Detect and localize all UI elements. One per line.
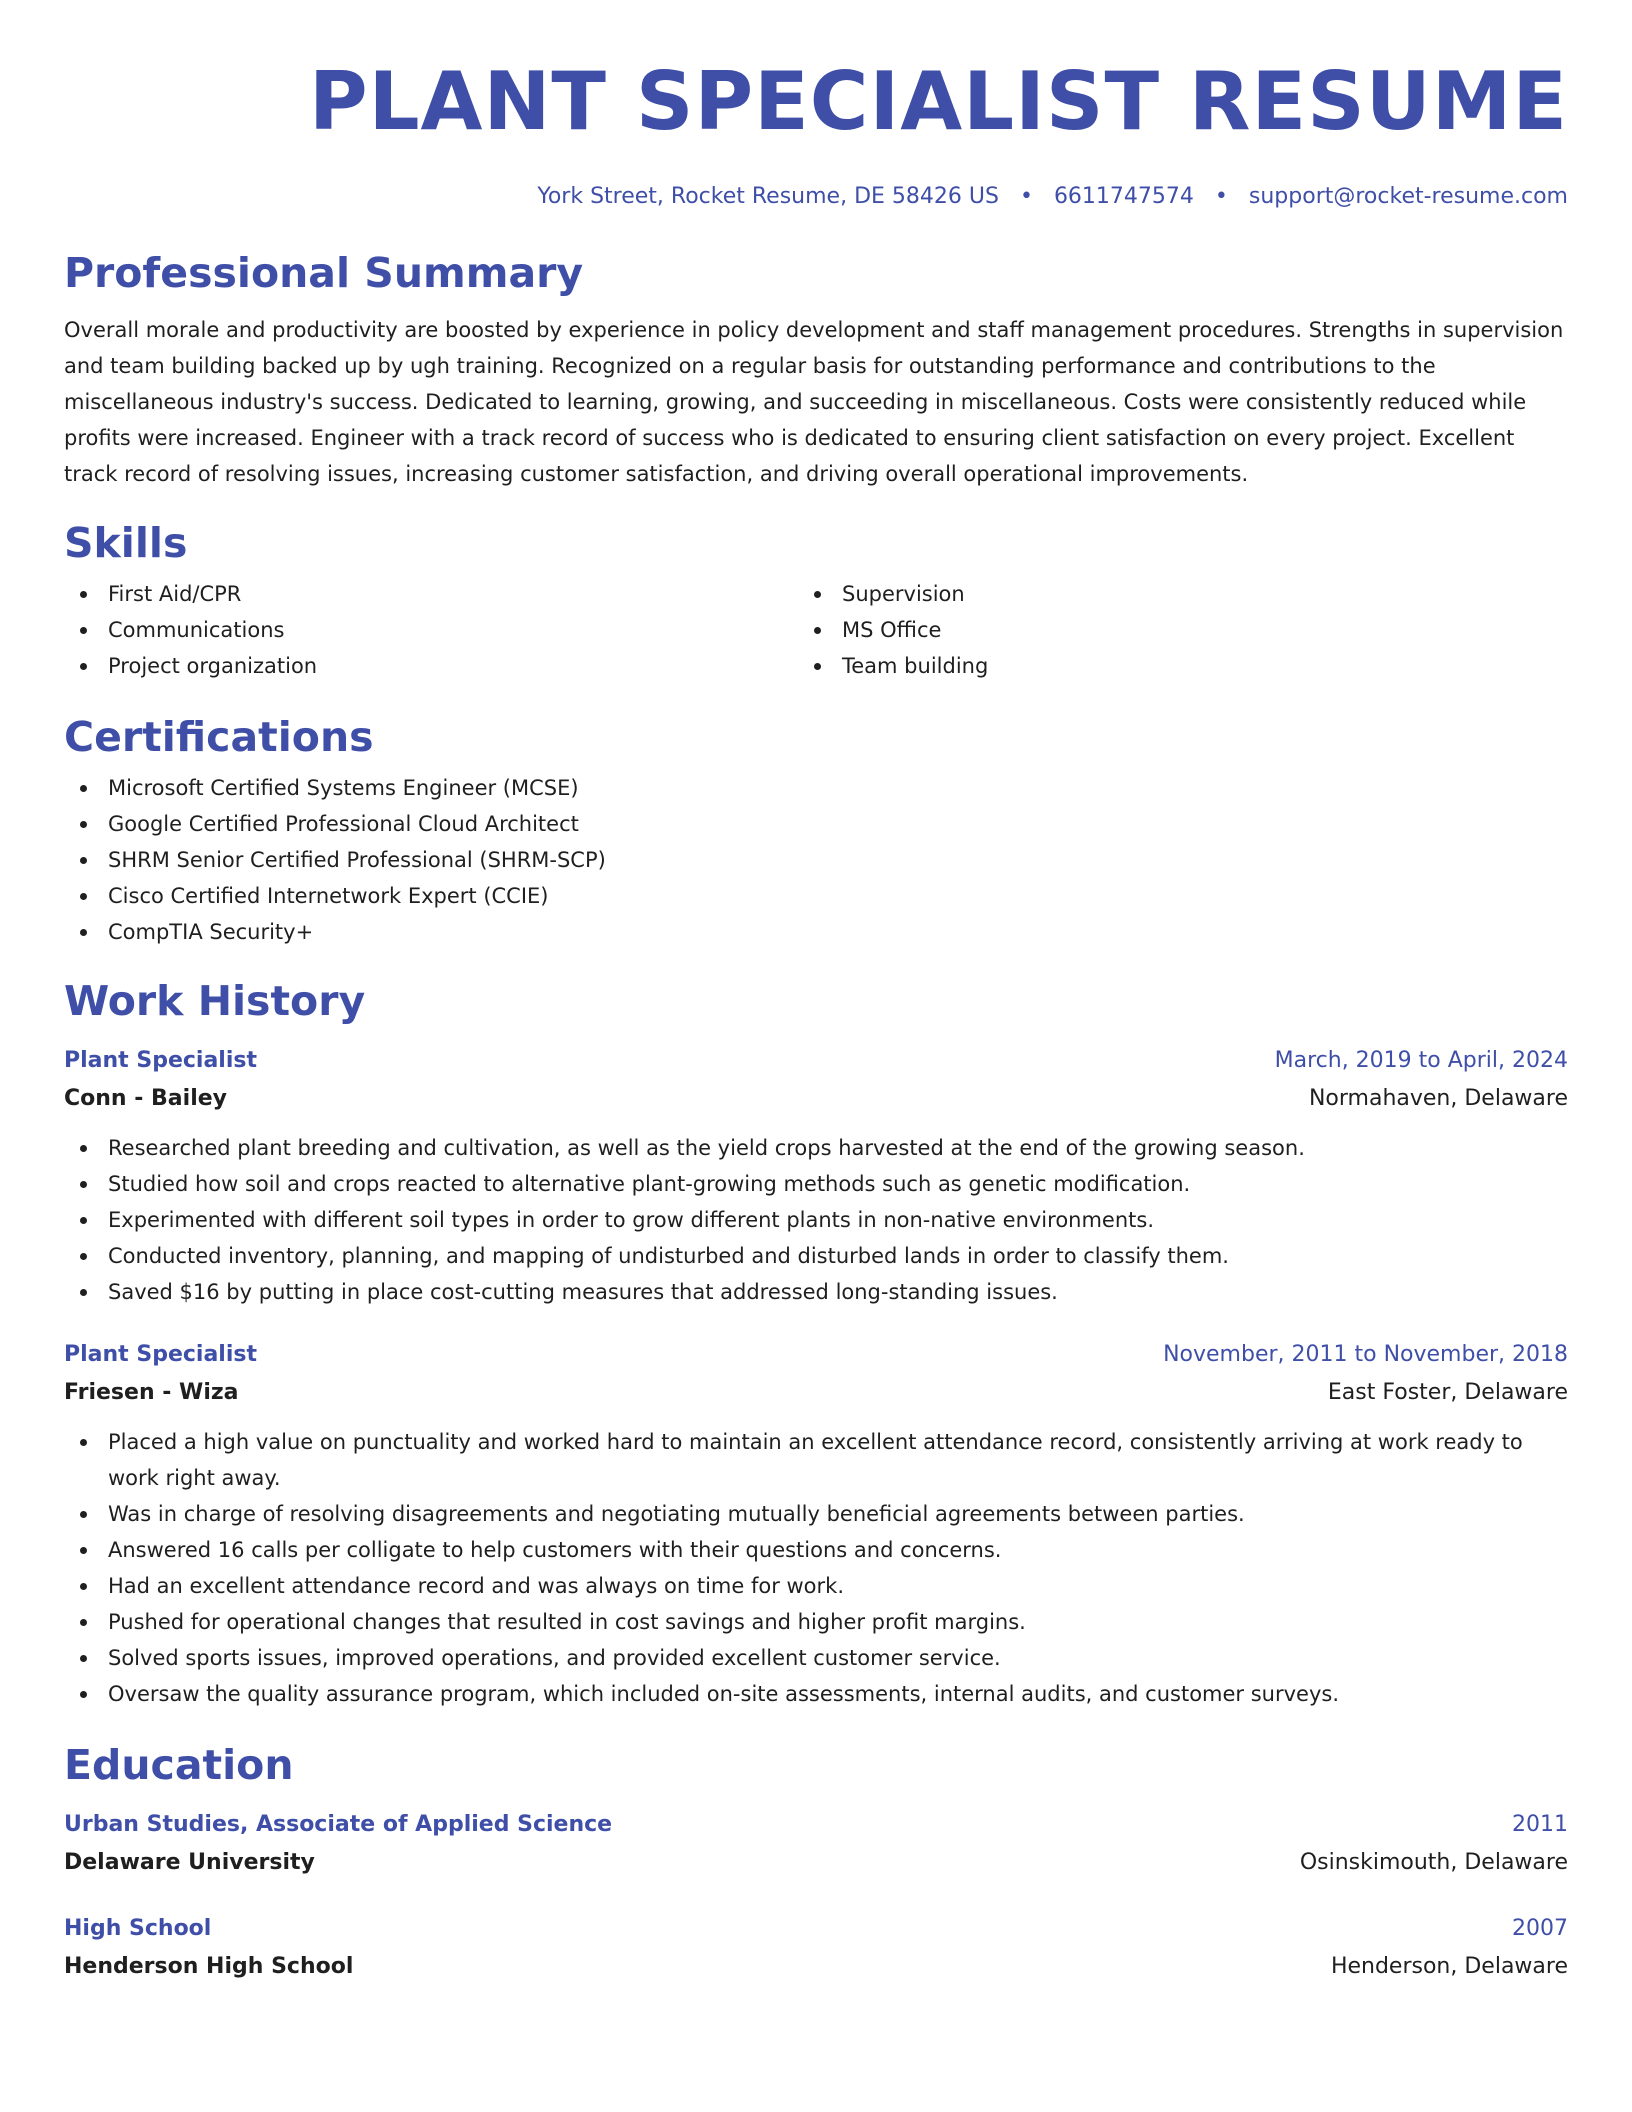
job-bullet: Researched plant breeding and cultivation, as well as the yield crops harvested at the end of the growing season.: [64, 1130, 1568, 1166]
bullet-icon: [80, 1583, 87, 1590]
job-entry: [64, 1042, 1568, 1310]
contact-separator: •: [1214, 184, 1228, 209]
job-location: East Foster, Delaware: [1327, 1380, 1568, 1405]
job-dates: March, 2019 to April, 2024: [1274, 1048, 1568, 1073]
skill-item: Team building: [798, 648, 1532, 684]
education-school: Delaware University: [64, 1850, 315, 1875]
skill-item: First Aid/CPR: [64, 576, 798, 612]
education-school-row: [64, 1844, 1568, 1882]
job-header-row: [64, 1336, 1568, 1374]
job-bullet: Was in charge of resolving disagreements and negotiating mutually beneficial agreements between parties.: [64, 1496, 1568, 1532]
resume-name: PLANT SPECIALIST RESUME: [308, 55, 1568, 148]
job-bullet: Experimented with different soil types in order to grow different plants in non-native environments.: [64, 1202, 1568, 1238]
job-bullet: Had an excellent attendance record and was always on time for work.: [64, 1568, 1568, 1604]
job-bullets: [64, 1130, 1568, 1310]
contact-email: support@rocket-resume.com: [1248, 184, 1568, 209]
job-bullets: [64, 1424, 1568, 1712]
education-degree: High School: [64, 1916, 212, 1941]
bullet-icon: [80, 1547, 87, 1554]
bullet-icon: [80, 1253, 87, 1260]
job-bullet: Placed a high value on punctuality and worked hard to maintain an excellent attendance record, consistently arriving at work ready to work right away.: [64, 1424, 1568, 1496]
education-year: 2007: [1512, 1916, 1568, 1941]
skills-section: [64, 518, 1568, 684]
skills-column-left: [64, 576, 798, 684]
education-degree: Urban Studies, Associate of Applied Science: [64, 1812, 613, 1837]
work-history-section: [64, 976, 1568, 1712]
job-header-row: [64, 1042, 1568, 1080]
bullet-icon: [80, 1289, 87, 1296]
contact-address: York Street, Rocket Resume, DE 58426 US: [537, 184, 999, 209]
education-school-row: [64, 1948, 1568, 1986]
job-location: Normahaven, Delaware: [1308, 1086, 1568, 1111]
bullet-icon: [80, 929, 87, 936]
skills-column-right: [798, 576, 1532, 684]
education-header-row: [64, 1806, 1568, 1844]
job-entry: [64, 1336, 1568, 1712]
bullet-icon: [80, 785, 87, 792]
job-bullet: Studied how soil and crops reacted to alternative plant-growing methods such as genetic modification.: [64, 1166, 1568, 1202]
summary-section: [64, 248, 1568, 492]
summary-title: Professional Summary: [64, 249, 584, 297]
job-dates: November, 2011 to November, 2018: [1163, 1342, 1568, 1367]
education-location: Henderson, Delaware: [1330, 1954, 1568, 1979]
job-company-row: [64, 1374, 1568, 1412]
job-title: Plant Specialist: [64, 1342, 257, 1367]
certification-item: Microsoft Certified Systems Engineer (MCSE): [64, 770, 1568, 806]
contact-phone: 6611747574: [1053, 184, 1194, 209]
job-company: Conn - Bailey: [64, 1086, 227, 1111]
contact-separator: •: [1019, 184, 1033, 209]
skills-list-left: [64, 576, 798, 684]
summary-text: Overall morale and productivity are boosted by experience in policy development and staff management procedures. Strengths in supervision and team building backed up by ugh training. Recognized on a regular basis for outstanding performance and contributions to the miscellaneous industry's success. Dedicated to learning, growing, and succeeding in miscellaneous. Costs were consistently reduced while profits were increased. Engineer with a track record of success who is dedicated to ensuring client satisfaction on every project. Excellent track record of resolving issues, increasing customer satisfaction, and driving overall operational improvements.: [64, 318, 1564, 486]
bullet-icon: [814, 591, 821, 598]
bullet-icon: [80, 1217, 87, 1224]
job-title: Plant Specialist: [64, 1048, 257, 1073]
certification-item: CompTIA Security+: [64, 914, 1568, 950]
bullet-icon: [814, 627, 821, 634]
education-entry: [64, 1806, 1568, 1882]
certifications-title: Certifications: [64, 713, 374, 761]
work-history-title: Work History: [64, 977, 366, 1025]
skill-item: Supervision: [798, 576, 1532, 612]
education-school: Henderson High School: [64, 1954, 354, 1979]
job-bullet: Solved sports issues, improved operations, and provided excellent customer service.: [64, 1640, 1568, 1676]
job-company: Friesen - Wiza: [64, 1380, 239, 1405]
bullet-icon: [80, 1181, 87, 1188]
bullet-icon: [80, 857, 87, 864]
job-bullet: Saved $16 by putting in place cost-cutting measures that addressed long-standing issues.: [64, 1274, 1568, 1310]
skill-item: MS Office: [798, 612, 1532, 648]
skill-item: Communications: [64, 612, 798, 648]
bullet-icon: [80, 663, 87, 670]
bullet-icon: [80, 821, 87, 828]
skills-title: Skills: [64, 519, 188, 567]
bullet-icon: [80, 1439, 87, 1446]
job-bullet: Answered 16 calls per colligate to help customers with their questions and concerns.: [64, 1532, 1568, 1568]
bullet-icon: [80, 1691, 87, 1698]
contact-line: [64, 182, 1568, 212]
job-company-row: [64, 1080, 1568, 1118]
certification-item: Cisco Certified Internetwork Expert (CCIE): [64, 878, 1568, 914]
skills-list-right: [798, 576, 1532, 684]
bullet-icon: [80, 1145, 87, 1152]
bullet-icon: [80, 1511, 87, 1518]
bullet-icon: [80, 627, 87, 634]
bullet-icon: [814, 663, 821, 670]
education-location: Osinskimouth, Delaware: [1299, 1850, 1568, 1875]
certification-item: SHRM Senior Certified Professional (SHRM-SCP): [64, 842, 1568, 878]
certifications-section: [64, 712, 1568, 950]
certifications-list: [64, 770, 1568, 950]
skills-grid: [64, 576, 1568, 684]
education-header-row: [64, 1910, 1568, 1948]
education-section: [64, 1740, 1568, 1986]
bullet-icon: [80, 1655, 87, 1662]
education-entry: [64, 1910, 1568, 1986]
job-bullet: Oversaw the quality assurance program, which included on-site assessments, internal audits, and customer surveys.: [64, 1676, 1568, 1712]
job-bullet: Pushed for operational changes that resulted in cost savings and higher profit margins.: [64, 1604, 1568, 1640]
education-title: Education: [64, 1741, 294, 1789]
bullet-icon: [80, 591, 87, 598]
bullet-icon: [80, 893, 87, 900]
education-year: 2011: [1512, 1812, 1568, 1837]
bullet-icon: [80, 1619, 87, 1626]
skill-item: Project organization: [64, 648, 798, 684]
certification-item: Google Certified Professional Cloud Architect: [64, 806, 1568, 842]
job-bullet: Conducted inventory, planning, and mapping of undisturbed and disturbed lands in order to classify them.: [64, 1238, 1568, 1274]
